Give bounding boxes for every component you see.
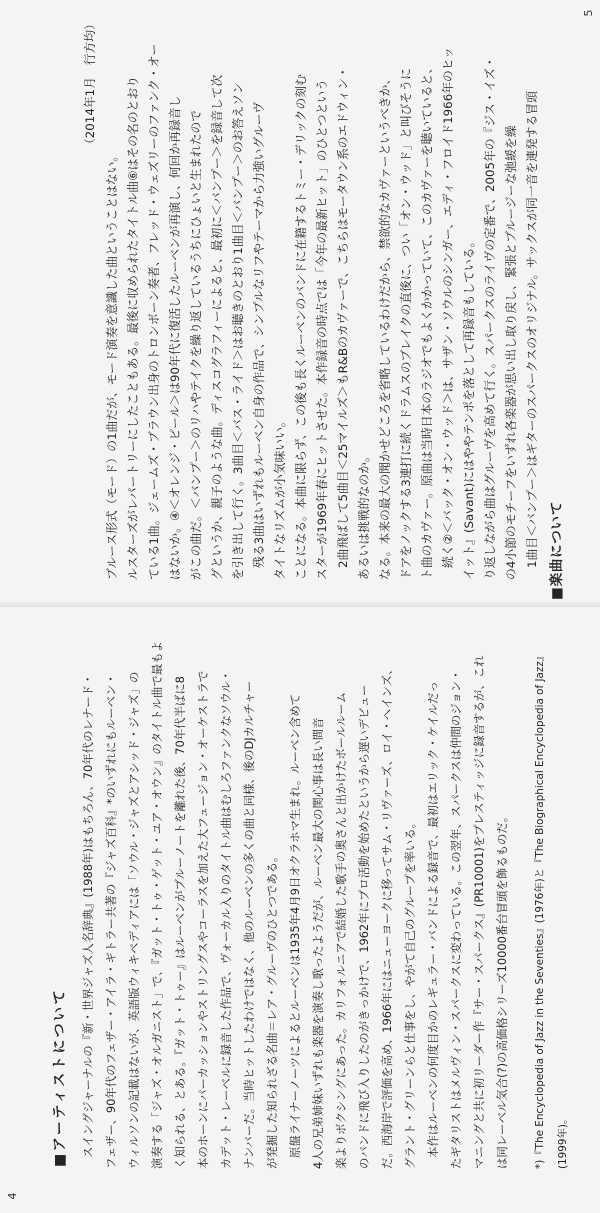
body-text-line: 続く②＜バック・オン・ウッド＞は、サザン・ソウルのシンガー、エディ・フロイド1966年のヒッ bbox=[441, 47, 455, 569]
body-text-line: スターが1969年春にヒットさせた。本作録音の時点では「今年の最新ヒット」のひとつという bbox=[315, 79, 329, 580]
body-text-line: ことになる。本曲に限らず、この後も長くルーベンのバンドに在籍するトミー・デリックの刻む bbox=[294, 74, 308, 580]
body-text-line: り返しながら曲はグルーヴを高めて行く。スパークスのライヴの定番で、2005年の『ジス・イズ・ bbox=[483, 56, 497, 580]
body-text-line: 残る3曲はいずれもルーベン自身の作品で、シンプルなリフやテーマから力強いグルーヴ bbox=[252, 101, 266, 569]
body-text-line: ト曲のカヴァー。原曲は当時日本のラジオでもよくかかっていて、このカヴァーを聴いていると、 bbox=[420, 61, 434, 580]
body-text-line: ナンバーだ。当時ヒットしたわけではなく、他のルーベンの多くの曲と同様、後のDJカルチャー bbox=[242, 680, 256, 1169]
body-text-line: ドアをノックする3連打に続くドラムスのブレイクの直後に、つい「オン・ウッド」と叫びそうに bbox=[399, 68, 413, 580]
body-text-line: なる。本来の最大の聞かせどころを省略しているわけだから、禁欲的なカヴァーというべきか、 bbox=[378, 72, 392, 580]
body-text-line: ブルース形式（モード）の1曲だが、モード演奏を意識した曲ということはない。 bbox=[105, 149, 119, 580]
body-text-line: が発掘した知られざる名曲＝レア・グルーヴのひとつである。 bbox=[265, 850, 279, 1169]
body-text-line: ウィルソンの記載はないが、英語版ウィキペディアには「ソウル・ジャズとアシッド・ジャズ」の bbox=[127, 671, 141, 1169]
body-text-line: あるいは挑戦的なのか。 bbox=[357, 450, 371, 580]
body-text-line: く知られる、とある。『ガット・トゥー』はルーベンがブルーノートを離れた後、70年代半ばに8 bbox=[173, 676, 187, 1169]
author-signature: （2014年1月 行方均） bbox=[83, 18, 97, 150]
body-text-line: タイトなリズムが小気味いい。 bbox=[273, 415, 287, 580]
body-text-line: 演奏する「ジャズ・オルガニスト」で、『ガット・トゥ・ゲット・ユア・オウン』のタイトル曲で最もよ bbox=[150, 640, 164, 1169]
body-text-line: フェザー、90年代のフェザー・アイラ・ギトラー共著の『ジャズ百科』*のいずれにもルーベン・ bbox=[104, 673, 118, 1169]
body-text-line: スイングジャーナルの『新・世界ジャズ人名辞典』(1988年)はもちろん、70年代のレナード・ bbox=[81, 673, 95, 1158]
body-text-line: がこの曲だ。＜バンプー＞のリハやテイクを繰り返しているうちにひょいと生まれたので bbox=[189, 109, 203, 580]
page-5 bbox=[0, 0, 600, 606]
body-text-line: は同レーベル気合(?)の高価格シリーズ10000番台冒頭を飾るものだ。 bbox=[495, 810, 509, 1169]
body-text-line: 原盤ライナーノーツによるとルーベンは1935年4月9日オクラホマ生まれ。ルーベン含めて bbox=[288, 693, 302, 1158]
body-text-line: ルスターズがレパートリーにしたこともある。最後に収められたタイトル曲⑥はその名のとおり bbox=[126, 75, 140, 580]
body-text-line: グというか、親子のような曲。ディスコグラフィーによると、最初に＜バンプー＞を録音して次 bbox=[210, 74, 224, 580]
body-text-line: 楽よりボクシングにあった。カリフォルニアで結婚した歌手の奥さんと出かけたボールルーム bbox=[334, 691, 348, 1169]
body-text-line: だ。西海岸で評価を高め、1966年にはニューヨークに移ってサム・リヴァーズ、ロイ・ヘインズ、 bbox=[380, 663, 394, 1169]
body-text-line: グラント・グリーンらと仕事をし、やがて自己のグループを率いる。 bbox=[403, 817, 417, 1169]
page-number: 4 bbox=[6, 1192, 19, 1200]
body-text-line: 本作はルーベンの何度目かのレギュラー・バンドによる録音で、最初はエリック・ケイルだっ bbox=[426, 680, 440, 1158]
section-heading-songs: ■楽曲について bbox=[549, 500, 565, 600]
page-number: 5 bbox=[582, 9, 595, 17]
body-text-line: を引き出して行く。3曲目＜バス・ライド＞はお聴きのとおり1曲目＜バンプー＞のお答えソン bbox=[231, 82, 245, 580]
body-text-line: 1曲目＜バンプー＞はギターのスパークスのオリジナル。サックスが同一音を連発する冒頭 bbox=[525, 91, 539, 569]
body-text-line: 本のホーンにパーカッションやストリングスやコーラスを加えた大フュージョン・オーケストラで bbox=[196, 670, 210, 1169]
body-text-line: たギタリストはメルヴィン・スパークスに変わっている。この翌年、スパークスは仲間のジョン・ bbox=[449, 669, 463, 1169]
body-text-line: 4人の兄弟姉妹いずれも楽器を演奏し歌ったようだが、ルーベン最大の関心事は長い間音 bbox=[311, 717, 325, 1169]
body-text-line: マニングと共に初リーダー作『サー・スパークス』(PR10001)をプレスティッジに録音するが、これ bbox=[472, 655, 486, 1169]
footnote-line: *)『The Encyclopedia of Jazz in the Seventies』(1976年)と『The Biographical Encyclopedia of Jazz』 bbox=[534, 650, 546, 1169]
body-text-line: イット』(Savant)にはややテンポを落として再録音もしている。 bbox=[462, 235, 476, 580]
body-text-line: カデット・レーベルに録音した作品で、ヴォーカル入りのタイトル曲はむしろファンクなソウル・ bbox=[219, 669, 233, 1169]
footnote-line: (1999年)。 bbox=[557, 1113, 569, 1169]
body-text-line: 2曲飛ばして5曲目＜25マイルズ＞もR&Bのカヴァーで、こちらはモータウン系のエドウィン・ bbox=[336, 66, 350, 569]
body-text-line: のバンドに飛び入りしたのがきっかけで、1962年にプロ活動を始めたというから遅いデビュー bbox=[357, 684, 371, 1169]
body-text-line: ている1曲。ジェームズ・ブラウン出身のトロンボーン奏者、フレッド・ウェズリーのファンク・オー bbox=[147, 43, 161, 580]
body-text-line: はないか。④＜オレンジ・ピール＞は90年代に復活したルーベンが再演し、何回か再録音し bbox=[168, 95, 182, 580]
body-text-line: の4小節のモチーフをいずれ各楽器が思い出し取り戻し、緊張とブルージーな弛緩を繰 bbox=[504, 125, 518, 580]
section-heading-artist: ■アーティストについて bbox=[52, 987, 68, 1167]
page-4 bbox=[0, 607, 600, 1213]
